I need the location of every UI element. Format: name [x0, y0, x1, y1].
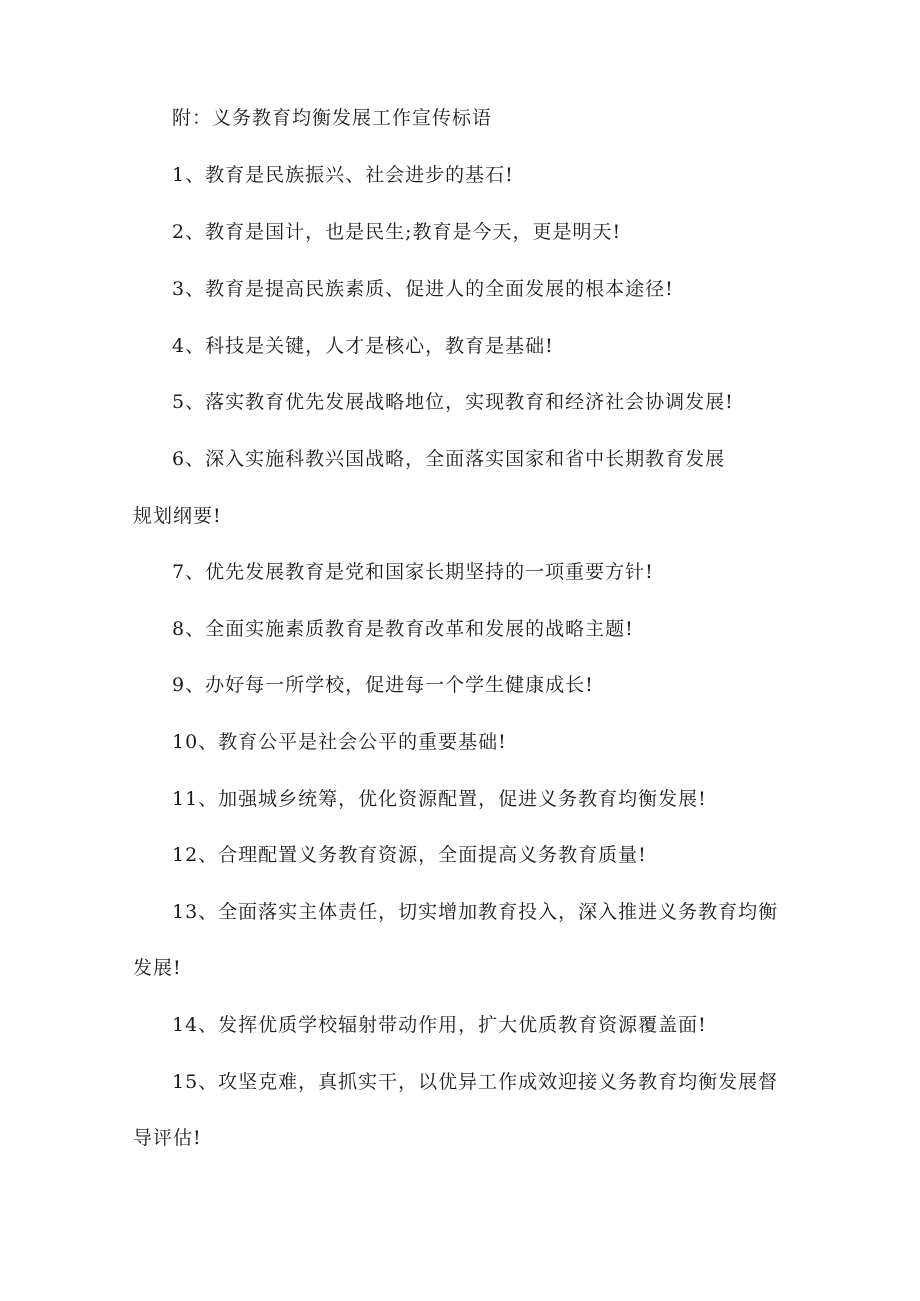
slogan-item-2: 2、教育是国计，也是民生;教育是今天，更是明天!: [172, 221, 622, 243]
slogan-item-12: 12、合理配置义务教育资源，全面提高义务教育质量!: [172, 844, 647, 866]
slogan-item-11: 11、加强城乡统筹，优化资源配置，促进义务教育均衡发展!: [172, 788, 707, 810]
slogan-item-10: 10、教育公平是社会公平的重要基础!: [172, 731, 507, 753]
slogan-item-9: 9、办好每一所学校，促进每一个学生健康成长!: [172, 674, 594, 696]
document-title: 附：义务教育均衡发展工作宣传标语: [172, 107, 493, 129]
slogan-item-13-line-1: 13、全面落实主体责任，切实增加教育投入，深入推进义务教育均衡: [172, 901, 779, 923]
slogan-item-3: 3、教育是提高民族素质、促进人的全面发展的根本途径!: [172, 278, 674, 300]
slogan-item-4: 4、科技是关键，人才是核心，教育是基础!: [172, 335, 554, 357]
slogan-item-7: 7、优先发展教育是党和国家长期坚持的一项重要方针!: [172, 561, 654, 583]
slogan-item-14: 14、发挥优质学校辐射带动作用，扩大优质教育资源覆盖面!: [172, 1014, 707, 1036]
slogan-item-5: 5、落实教育优先发展战略地位，实现教育和经济社会协调发展!: [172, 391, 734, 413]
slogan-item-13-line-2: 发展!: [133, 957, 182, 979]
slogan-item-6-line-2: 规划纲要!: [133, 505, 222, 527]
slogan-item-1: 1、教育是民族振兴、社会进步的基石!: [172, 164, 514, 186]
slogan-item-8: 8、全面实施素质教育是教育改革和发展的战略主题!: [172, 618, 634, 640]
slogan-item-6-line-1: 6、深入实施科教兴国战略，全面落实国家和省中长期教育发展: [172, 448, 726, 470]
slogan-item-15-line-1: 15、攻坚克难，真抓实干，以优异工作成效迎接义务教育均衡发展督: [172, 1071, 779, 1093]
slogan-item-15-line-2: 导评估!: [133, 1127, 202, 1149]
